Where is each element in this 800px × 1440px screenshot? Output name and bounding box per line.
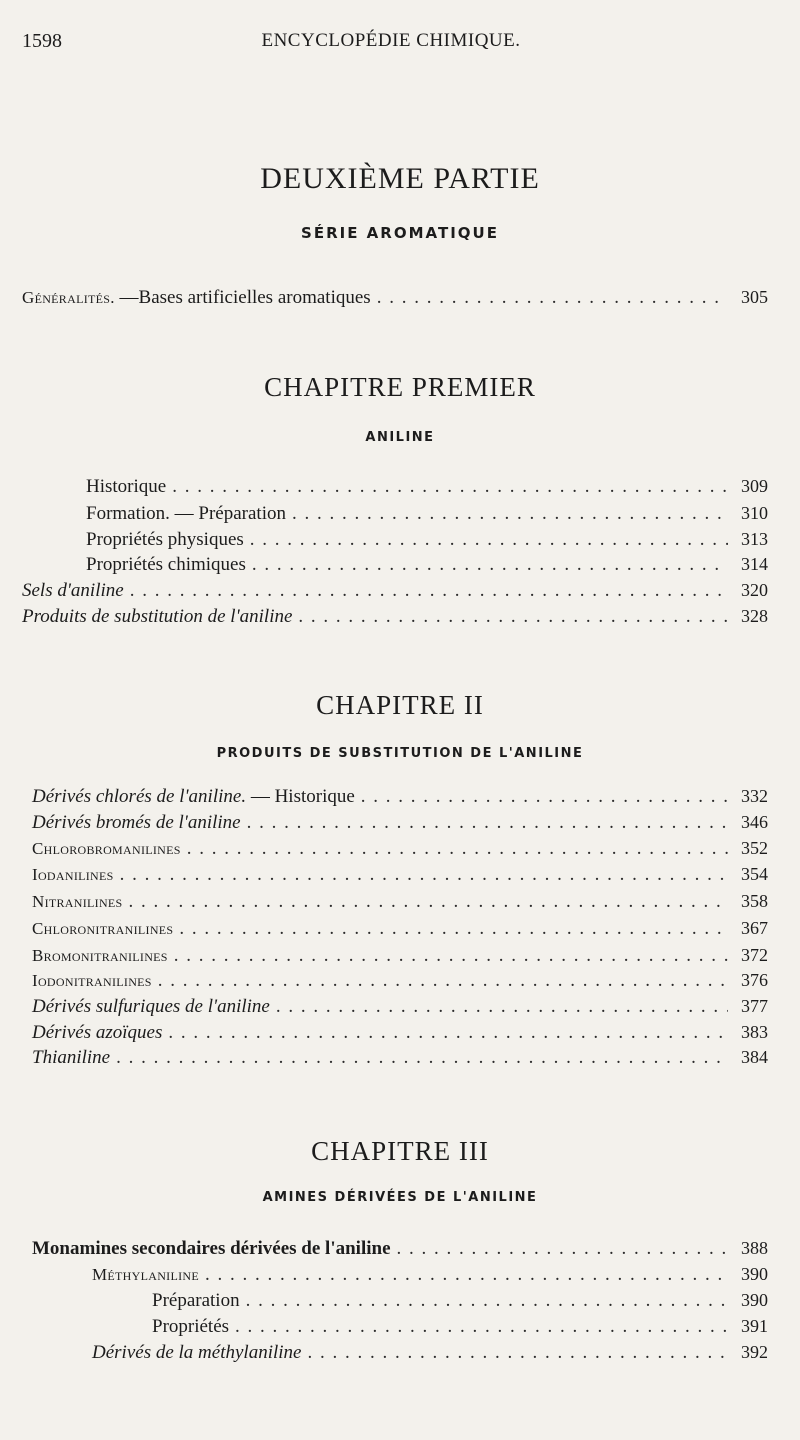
chapter-subtitle: PRODUITS DE SUBSTITUTION DE L'ANILINE: [216, 746, 584, 761]
toc-page-number: 372: [741, 945, 768, 965]
toc-entry-label: Dérivés azoïques: [32, 1022, 163, 1043]
toc-page-number: 358: [741, 891, 768, 911]
toc-page-number: 346: [741, 812, 768, 832]
toc-entry[interactable]: [86, 554, 768, 580]
dot-leader: [246, 1290, 728, 1312]
running-title: ENCYCLOPÉDIE CHIMIQUE.: [261, 30, 521, 51]
toc-page-number: 332: [741, 786, 768, 806]
toc-page-number: 314: [741, 554, 768, 574]
toc-entry-label: Iodanilines: [32, 865, 114, 884]
toc-entry[interactable]: [22, 606, 768, 632]
toc-entry[interactable]: [22, 580, 768, 606]
toc-entry-label: Iodonitranilines: [32, 971, 152, 990]
toc-page-number: 383: [741, 1022, 768, 1042]
toc-entry[interactable]: [32, 945, 768, 971]
toc-page-number: 367: [741, 918, 768, 938]
chapter-title: CHAPITRE III: [311, 1136, 489, 1166]
dot-leader: [377, 287, 728, 309]
toc-entry-label: Méthylaniline: [92, 1265, 199, 1284]
toc-page-number: 354: [741, 864, 768, 884]
toc-entry-label: Historique: [86, 476, 167, 497]
toc-entry[interactable]: [32, 891, 768, 917]
part-title: DEUXIÈME PARTIE: [260, 162, 540, 195]
toc-page-number: 391: [741, 1316, 768, 1336]
toc-entry-label: Monamines secondaires dérivées de l'aniline: [32, 1238, 391, 1259]
toc-entry-label: Formation. — Préparation: [86, 503, 286, 524]
toc-entry[interactable]: [32, 838, 768, 864]
chapter-subtitle: AMINES DÉRIVÉES DE L'ANILINE: [262, 1190, 538, 1205]
toc-entry[interactable]: [152, 1290, 768, 1316]
toc-page-number: 352: [741, 838, 768, 858]
toc-page-number: 388: [741, 1238, 768, 1258]
dot-leader: [129, 891, 728, 913]
toc-entry[interactable]: [86, 529, 768, 555]
series-title: SÉRIE AROMATIQUE: [301, 224, 499, 242]
toc-page-number: 309: [741, 476, 768, 496]
dot-leader: [205, 1264, 728, 1286]
dot-leader: [276, 996, 728, 1018]
toc-entry-label: Sels d'aniline: [22, 580, 124, 601]
toc-entry[interactable]: [86, 503, 768, 529]
toc-entry[interactable]: [92, 1264, 768, 1290]
dot-leader: [172, 476, 728, 498]
chapter-subtitle: ANILINE: [365, 430, 435, 445]
toc-entry-label: Chloronitranilines: [32, 919, 174, 938]
dot-leader: [174, 945, 728, 967]
dot-leader: [130, 580, 728, 602]
toc-entry[interactable]: [92, 1342, 768, 1368]
dot-leader: [250, 529, 728, 551]
dot-leader: [120, 864, 728, 886]
toc-entry-label: Produits de substitution de l'aniline: [22, 606, 293, 627]
dot-leader: [235, 1316, 728, 1338]
chapter-title: CHAPITRE PREMIER: [264, 372, 536, 402]
toc-entry[interactable]: [32, 1238, 768, 1264]
toc-entry-label: Dérivés chlorés de l'aniline. — Historique: [32, 786, 355, 807]
dot-leader: [361, 786, 728, 808]
toc-entry[interactable]: [32, 864, 768, 890]
toc-entry-label: Thianiline: [32, 1047, 111, 1068]
toc-entry-label: Chlorobromanilines: [32, 839, 181, 858]
toc-page-number: 313: [741, 529, 768, 549]
toc-entry[interactable]: [32, 812, 768, 838]
toc-entry[interactable]: [86, 476, 768, 502]
toc-page-number: 392: [741, 1342, 768, 1362]
toc-entry-label: Propriétés physiques: [86, 529, 244, 550]
toc-entry[interactable]: [32, 1047, 768, 1073]
toc-page-number: 376: [741, 970, 768, 990]
toc-entry-label: Propriétés: [152, 1316, 230, 1337]
toc-page-number: 320: [741, 580, 768, 600]
running-head: [22, 30, 760, 60]
toc-page-number: 390: [741, 1290, 768, 1310]
toc-entry-label: Nitranilines: [32, 892, 123, 911]
toc-page-number: 377: [741, 996, 768, 1016]
toc-entry[interactable]: [32, 1022, 768, 1048]
toc-entry[interactable]: [32, 786, 768, 812]
dot-leader: [116, 1047, 728, 1069]
dot-leader: [168, 1022, 728, 1044]
dot-leader: [252, 554, 728, 576]
toc-entry[interactable]: [32, 970, 768, 996]
dot-leader: [307, 1342, 728, 1364]
toc-entry-label: Dérivés de la méthylaniline: [92, 1342, 302, 1363]
toc-entry-label: Préparation: [152, 1290, 240, 1311]
toc-page-number: 384: [741, 1047, 768, 1067]
toc-page-number: 310: [741, 503, 768, 523]
toc-entry-generalites[interactable]: [22, 287, 768, 313]
toc-entry[interactable]: [32, 918, 768, 944]
page-number: 1598: [22, 30, 62, 52]
toc-entry-label: Bromonitranilines: [32, 946, 168, 965]
toc-page-number: 305: [741, 287, 768, 307]
dot-leader: [292, 503, 728, 525]
toc-entry[interactable]: [32, 996, 768, 1022]
toc-entry-label: Généralités. —Bases artificielles aromatiques: [22, 287, 371, 308]
toc-entry-label: Dérivés bromés de l'aniline: [32, 812, 241, 833]
dot-leader: [298, 606, 728, 628]
chapter-title: CHAPITRE II: [316, 690, 484, 720]
dot-leader: [187, 838, 728, 860]
toc-entry[interactable]: [152, 1316, 768, 1342]
toc-entry-label: Propriétés chimiques: [86, 554, 246, 575]
dot-leader: [158, 970, 728, 992]
toc-entry-label: Dérivés sulfuriques de l'aniline: [32, 996, 270, 1017]
dot-leader: [179, 918, 728, 940]
toc-page-number: 390: [741, 1264, 768, 1284]
toc-page-number: 328: [741, 606, 768, 626]
dot-leader: [397, 1238, 728, 1260]
dot-leader: [247, 812, 728, 834]
